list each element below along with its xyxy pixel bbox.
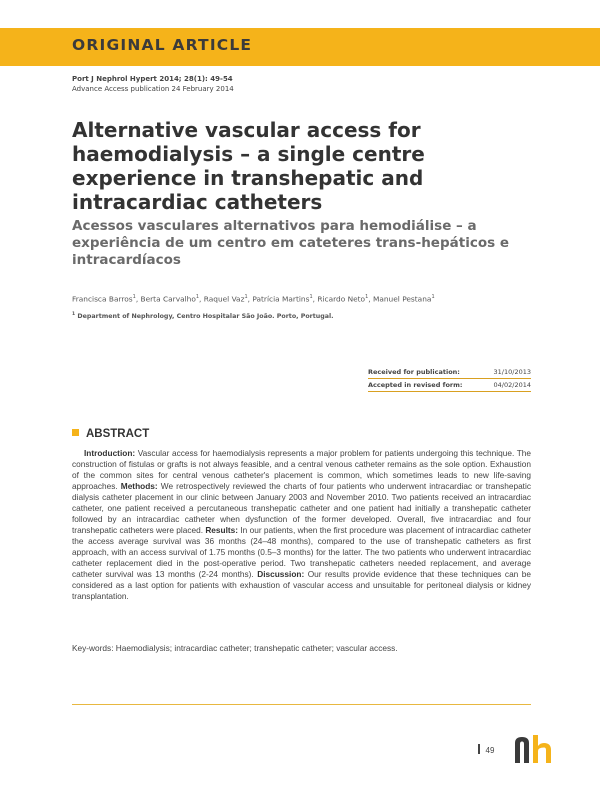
- keywords: Key-words: Haemodialysis; intracardiac catheter; transhepatic catheter; vascular access.: [72, 643, 398, 653]
- square-bullet-icon: [72, 429, 79, 436]
- journal-info: [72, 74, 234, 94]
- abstract-body: Introduction: Vascular access for haemodialysis represents a major problem for patients undergoing this technique. The construction of fistulas or grafts is not always feasible, and a central venous catheter remains as the sole option. Exhaustion of the common sites for central venous catheter's placement is common, which sometimes leads to new life-saving approaches. Methods: We retrospectively reviewed the charts of four patients who underwent intracardiac or transhepatic dialysis catheter placement in our clinic between January 2003 and November 2010. Two patients received an intracardiac catheter, one patient received a percutaneous transhepatic catheter and one patient had initially a transhepatic catheter followed by an intracardiac catheter when dysfunction of the former developed. Overall, five intracardiac and four transhepatic catheters were placed. Results: In our patients, when the first procedure was placement of intracardiac catheter the access average survival was 36 months (24–48 months), compared to the use of transhepatic catheters as first approach, with an access survival of 1.75 months (0.5–3 months) for the latter. The two patients who underwent intracardiac catheter replacement died in the post-operative period. Two transhepatic catheters needed replacement, and average catheter survival was 13 months (2-24 months). Discussion: Our results provide evidence that these techniques can be considered as a last option for patients with exhaustion of vascular access and unsuitable for peritoneal dialysis or kidney transplantation.: [72, 448, 531, 601]
- author-list: Francisca Barros$^1$, Berta Carvalho$^1$, Raquel Vaz$^1$, Patrícia Martins$^1$, Ricardo Neto$^1$, Manuel Pestana$^1$: [72, 294, 435, 304]
- article-title: Alternative vascular access for haemodialysis – a single centre experience in transhepatic and intracardiac catheters: [72, 118, 425, 214]
- section-banner: [0, 28, 600, 66]
- nh-logo-icon: [513, 733, 559, 765]
- advance-access: Advance Access publication 24 February 2014: [72, 85, 234, 93]
- footer-divider: [72, 704, 531, 705]
- article-subtitle: Acessos vasculares alternativos para hemodiálise – a experiência de um centro em cateteres trans-hepáticos e intracardíacos: [72, 218, 509, 268]
- author: Francisca Barros: [72, 294, 133, 304]
- dates-box: [368, 366, 531, 392]
- journal-citation: Port J Nephrol Hypert 2014; 28(1): 49-54: [72, 75, 233, 83]
- author: Ricardo Neto: [317, 294, 366, 304]
- abstract-heading: ABSTRACT: [72, 428, 149, 440]
- author: Manuel Pestana: [372, 294, 432, 304]
- affiliation: $^1$ Department of Nephrology, Centro Hospitalar São João. Porto, Portugal.: [72, 312, 334, 321]
- author: Patrícia Martins: [252, 294, 310, 304]
- received-row: Received for publication: 31/10/2013: [368, 366, 531, 379]
- section-label: ORIGINAL ARTICLE: [72, 36, 253, 54]
- author: Raquel Vaz: [203, 294, 245, 304]
- page-number: 49: [478, 744, 494, 755]
- accepted-row: Accepted in revised form: 04/02/2014: [368, 379, 531, 392]
- author: Berta Carvalho: [140, 294, 196, 304]
